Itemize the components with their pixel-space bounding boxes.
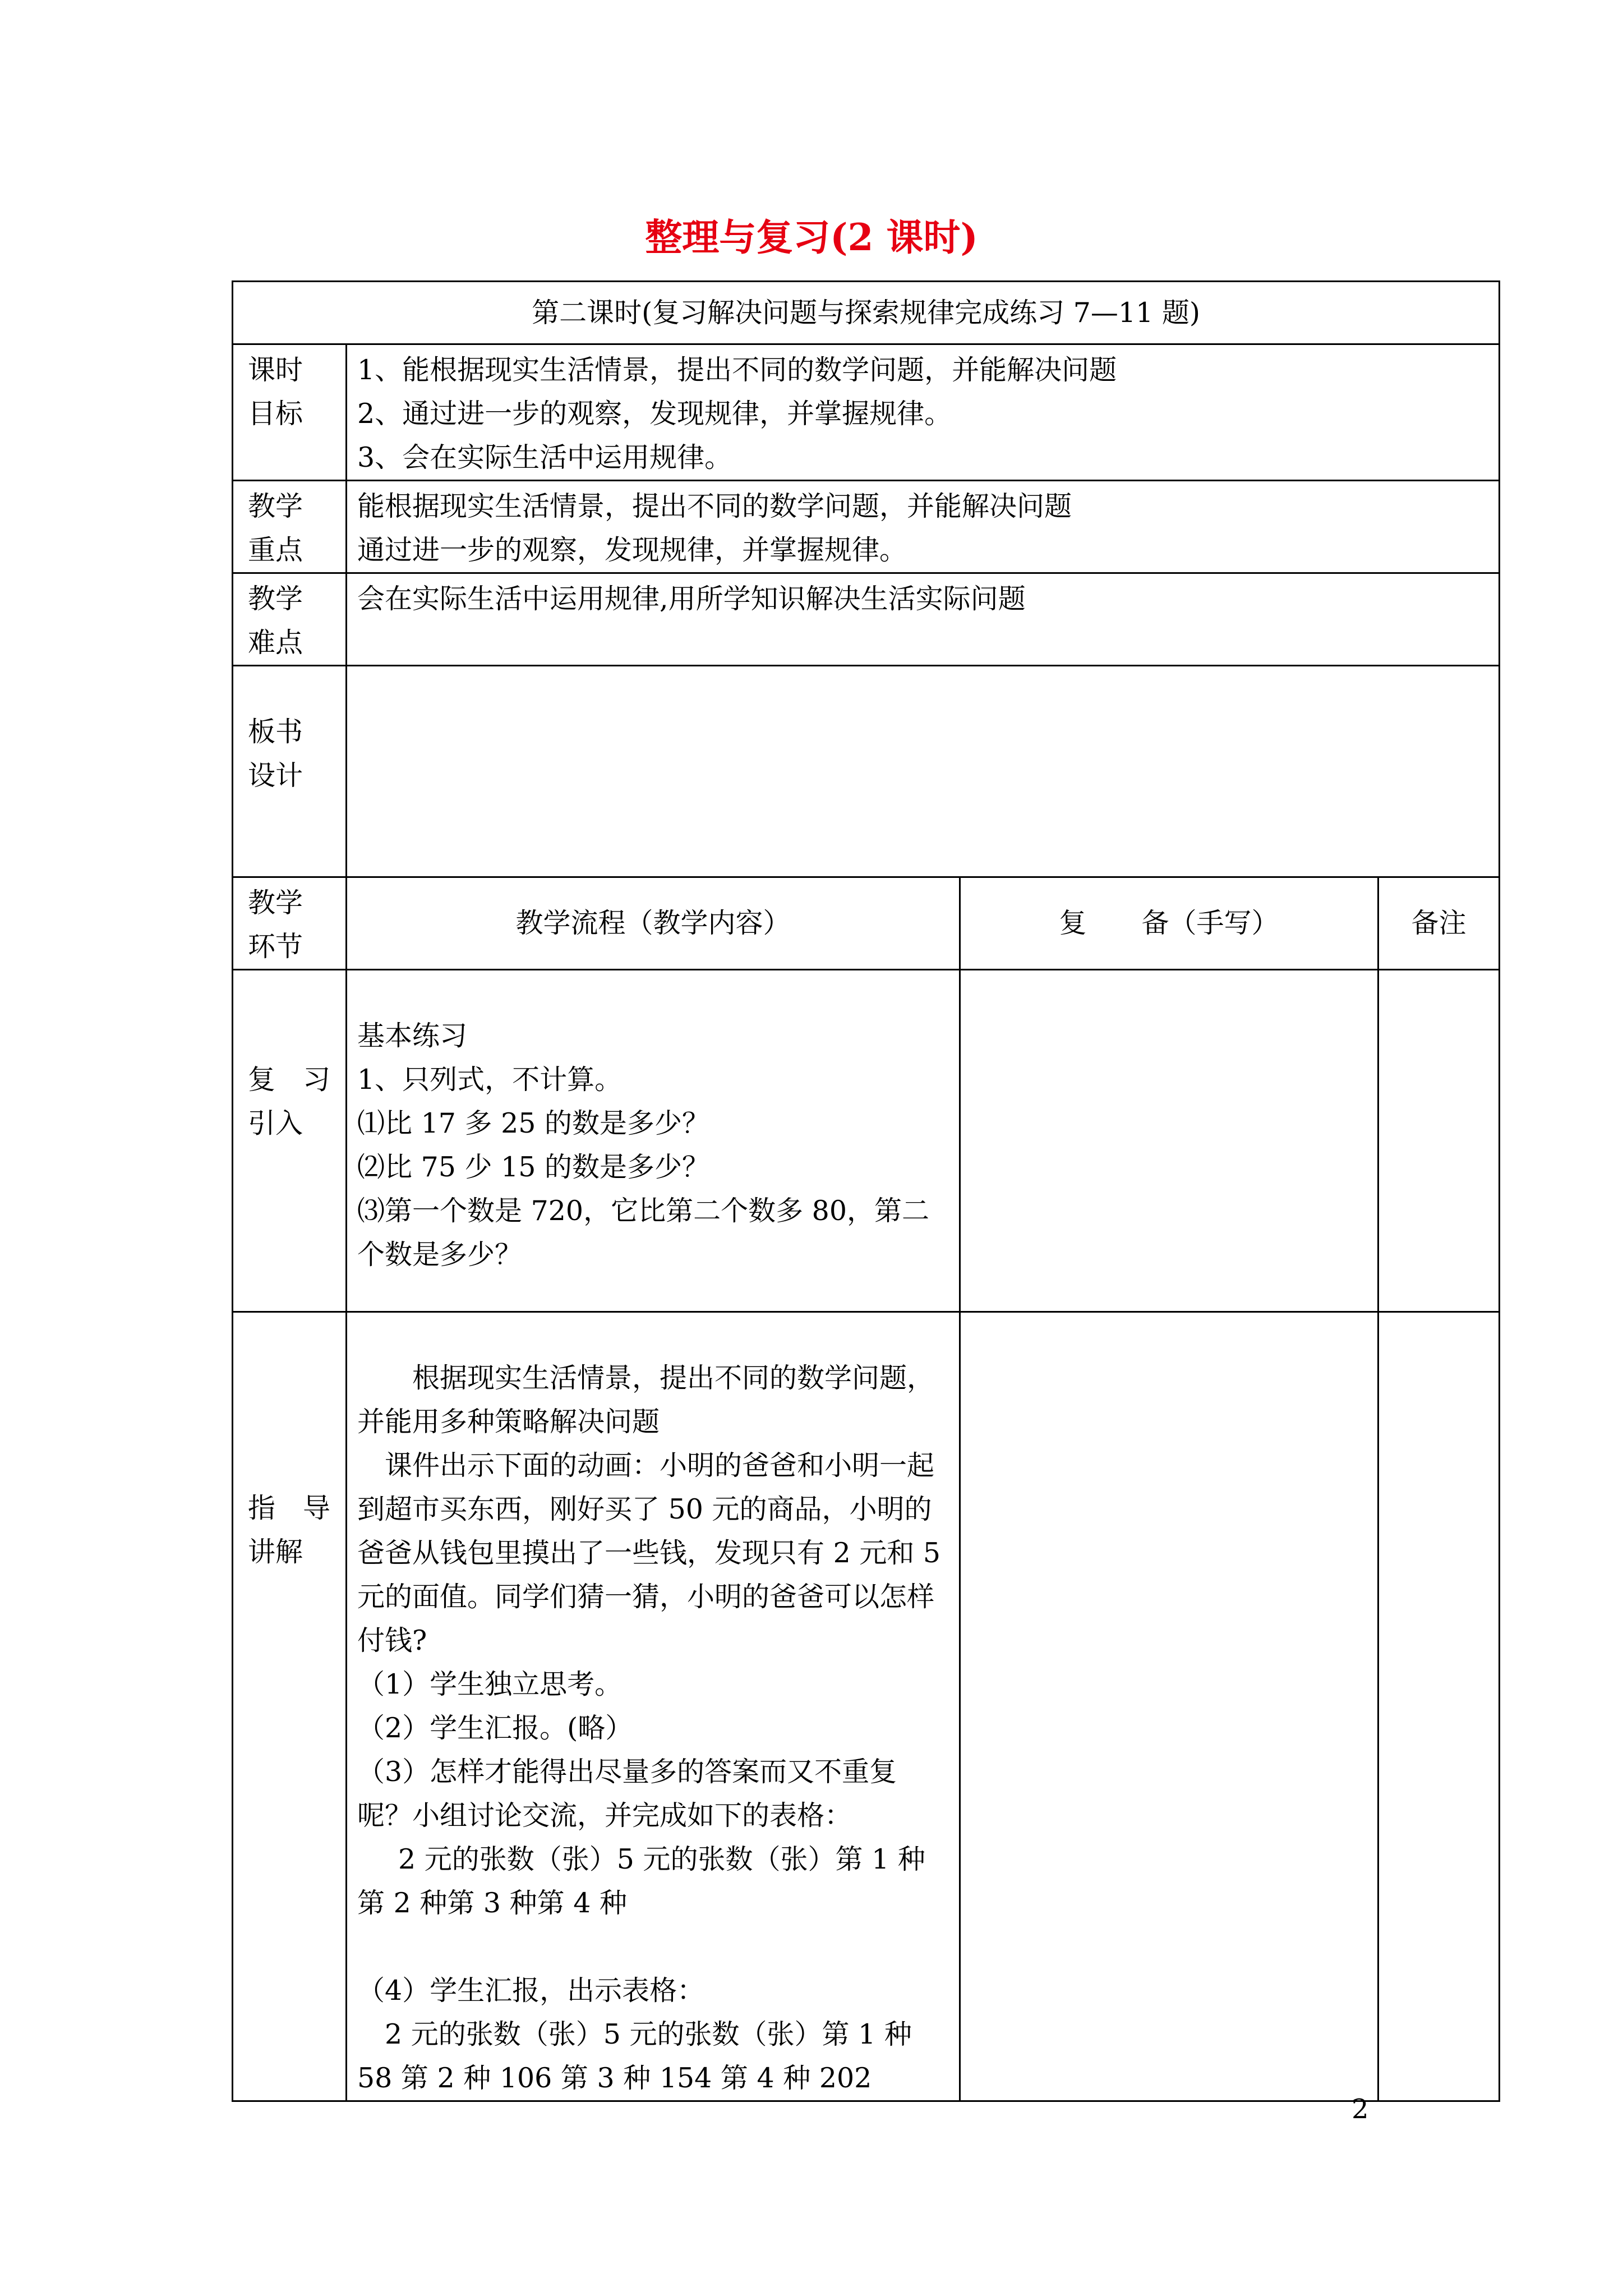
objectives-label-line-2: 目标 — [248, 398, 303, 430]
page-number: 2 — [1352, 2093, 1369, 2125]
objective-1: 1、能根据现实生活情景，提出不同的数学问题，并能解决问题 — [357, 354, 1117, 386]
column-header-row — [233, 877, 1500, 970]
guidance-paragraph-6: （4）学生汇报，出示表格： — [357, 1975, 705, 2007]
notes-column-header: 备注 — [1378, 877, 1500, 970]
guidance-notes-cell — [1378, 1312, 1500, 2101]
guidance-label-line-2: 讲解 — [248, 1536, 303, 1568]
difficulties-row — [233, 573, 1500, 666]
content-column-header: 教学流程（教学内容） — [347, 877, 960, 970]
objective-2: 2、通过进一步的观察，发现规律，并掌握规律。 — [357, 398, 952, 430]
objectives-label-line-1: 课时 — [248, 354, 303, 386]
difficulties-label — [233, 573, 347, 666]
board-design-content — [347, 666, 1500, 877]
difficulty-1: 会在实际生活中运用规律,用所学知识解决生活实际问题 — [357, 583, 1026, 615]
review-line-2: 1、只列式，不计算。 — [357, 1064, 623, 1096]
guidance-content — [347, 1312, 960, 2101]
guidance-row — [233, 1312, 1500, 2101]
review-line-4: ⑵比 75 少 15 的数是多少？ — [357, 1151, 710, 1183]
objectives-label — [233, 344, 347, 481]
review-label — [233, 970, 347, 1312]
key-point-2: 通过进一步的观察，发现规律，并掌握规律。 — [357, 534, 907, 566]
guidance-paragraph-5: （3）怎样才能得出尽量多的答案而又不重复呢？小组讨论交流，并完成如下的表格： — [357, 1756, 897, 1832]
review-line-3: ⑴比 17 多 25 的数是多少？ — [357, 1107, 710, 1139]
guidance-prep-cell — [960, 1312, 1378, 2101]
review-label-line-2: 引入 — [248, 1107, 303, 1139]
stage-header-line-1: 教学 — [248, 887, 303, 919]
key-point-1: 能根据现实生活情景，提出不同的数学问题，并能解决问题 — [357, 490, 1072, 522]
key-points-label-line-2: 重点 — [248, 534, 303, 566]
lesson-header: 第二课时(复习解决问题与探索规律完成练习 7—11 题) — [233, 282, 1500, 344]
review-notes-cell — [1378, 970, 1500, 1312]
stage-column-header — [233, 877, 347, 970]
guidance-table-placeholder: 2 元的张数（张）5 元的张数（张）第 1 种第 2 种第 3 种第 4 种 — [357, 1843, 925, 1919]
key-points-content — [347, 481, 1500, 573]
document-title: 整理与复习(2 课时) — [645, 215, 978, 259]
key-points-label — [233, 481, 347, 573]
guidance-paragraph-4: （2）学生汇报。(略） — [357, 1712, 633, 1744]
guidance-table-result: 2 元的张数（张）5 元的张数（张）第 1 种 58 第 2 种 106 第 3 种 154 第 4 种 202 — [357, 2018, 912, 2094]
difficulties-content — [347, 573, 1500, 666]
board-design-label-line-1: 板书 — [248, 716, 303, 748]
objective-3: 3、会在实际生活中运用规律。 — [357, 441, 732, 473]
review-content — [347, 970, 960, 1312]
difficulties-label-line-2: 难点 — [248, 627, 303, 659]
review-line-5: ⑶第一个数是 720，它比第二个数多 80，第二个数是多少？ — [357, 1195, 930, 1271]
guidance-paragraph-3: （1）学生独立思考。 — [357, 1668, 623, 1700]
guidance-paragraph-2: 课件出示下面的动画：小明的爸爸和小明一起到超市买东西，刚好买了 50 元的商品，小明的爸爸从钱包里摸出了一些钱，发现只有 2 元和 5 元的面值。同学们猜一猜，小明的爸爸可以怎样付钱? — [357, 1450, 941, 1657]
key-points-label-line-1: 教学 — [248, 490, 303, 522]
review-row — [233, 970, 1500, 1312]
difficulties-label-line-1: 教学 — [248, 583, 303, 615]
header-row — [233, 282, 1500, 344]
review-line-1: 基本练习 — [357, 1020, 468, 1052]
guidance-label-line-1: 指 导 — [248, 1492, 331, 1524]
stage-header-line-2: 环节 — [248, 931, 303, 963]
objectives-row — [233, 344, 1500, 481]
lesson-plan-table — [232, 280, 1500, 2102]
guidance-paragraph-1: 根据现实生活情景，提出不同的数学问题，并能用多种策略解决问题 — [357, 1362, 935, 1438]
board-design-label — [233, 666, 347, 877]
board-design-row — [233, 666, 1500, 877]
review-prep-cell — [960, 970, 1378, 1312]
key-points-row — [233, 481, 1500, 573]
objectives-content — [347, 344, 1500, 481]
guidance-label — [233, 1312, 347, 2101]
review-label-line-1: 复 习 — [248, 1064, 331, 1096]
prep-column-header: 复 备（手写） — [960, 877, 1378, 970]
board-design-label-line-2: 设计 — [248, 760, 303, 792]
